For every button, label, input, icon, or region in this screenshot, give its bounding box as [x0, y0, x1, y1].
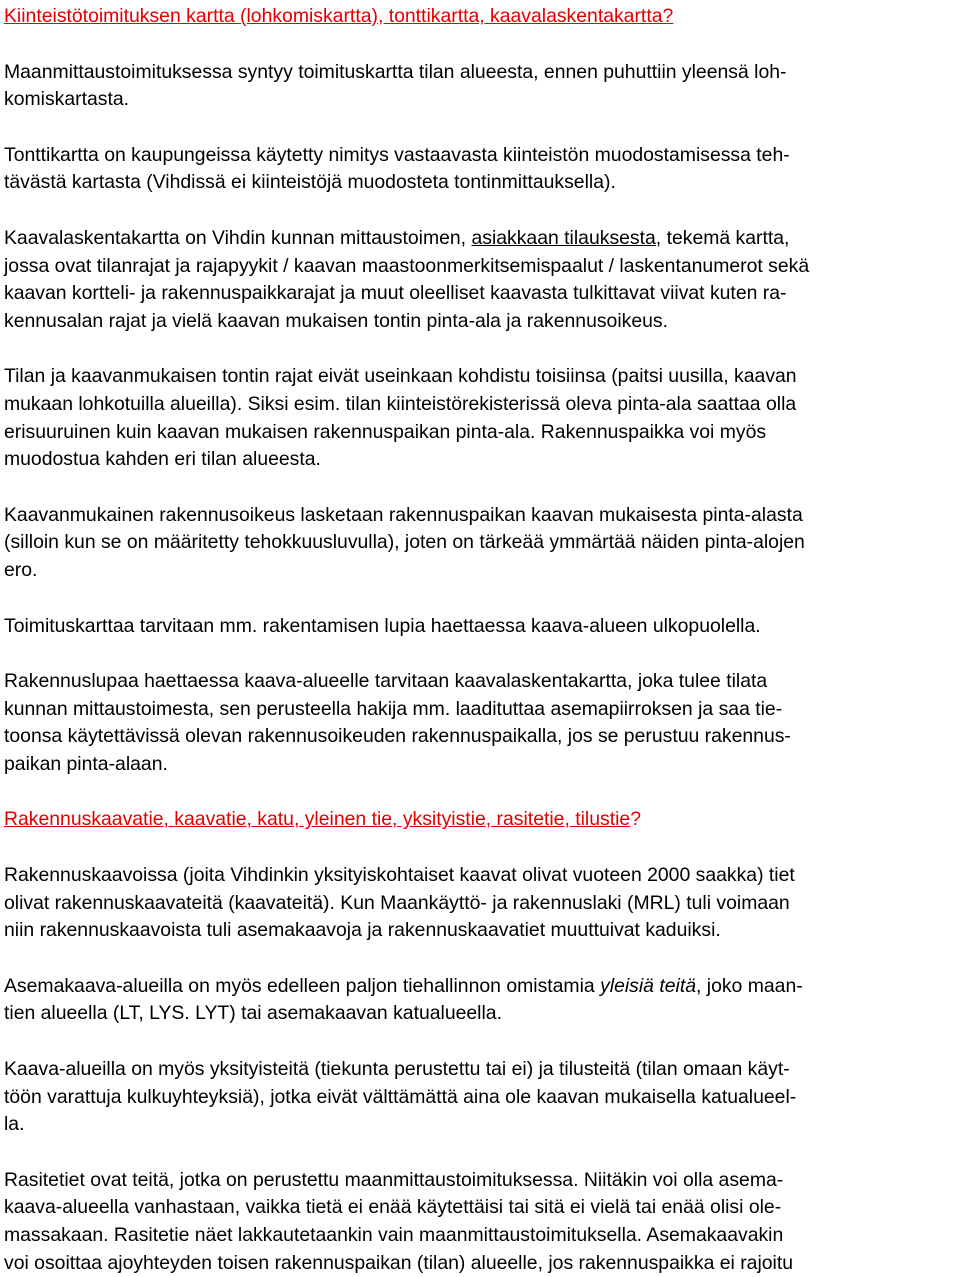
spacer: [4, 585, 956, 613]
text-line: Rasitetiet ovat teitä, jotka on perustettu maanmittaustoimituksessa. Niitäkin voi olla asema-: [4, 1168, 784, 1191]
text-line: Rakennuskaavoissa (joita Vihdinkin yksityiskohtaiset kaavat olivat vuoteen 2000 saakka) tiet: [4, 864, 795, 887]
text-line: tien alueella (LT, LYS. LYT) tai asemakaavan katualueella.: [4, 1002, 502, 1025]
link-asiakkaan-tilauksesta[interactable]: asiakkaan tilauksesta: [471, 226, 656, 249]
text-line: olivat rakennuskaavateitä (kaavateitä). Kun Maankäyttö- ja rakennuslaki (MRL) tuli voimaan: [4, 891, 790, 914]
paragraph-kaavalaskentakartta: [4, 225, 956, 335]
text-line: Toimituskarttaa tarvitaan mm. rakentamisen lupia haettaessa kaava-alueen ulkopuolella.: [4, 614, 761, 637]
text-line: [4, 225, 956, 253]
spacer: [4, 114, 956, 142]
spacer: [4, 1028, 956, 1056]
text-line: Tilan ja kaavanmukaisen tontin rajat eivät useinkaan kohdistu toisiinsa (paitsi uusilla, kaavan: [4, 365, 797, 388]
text-line: paikan pinta-alaan.: [4, 752, 168, 775]
paragraph-rakennuskaavoissa: [4, 862, 956, 945]
text-line: la.: [4, 1113, 25, 1136]
text-line: muodostua kahden eri tilan alueesta.: [4, 448, 321, 471]
spacer: [4, 945, 956, 973]
spacer: [4, 197, 956, 225]
spacer: [4, 778, 956, 806]
paragraph-yksityistiet: [4, 1056, 956, 1139]
text-line: töön varattuja kulkuyhteyksiä), jotka eivät välttämättä aina ole kaavan mukaisella katualueel-: [4, 1085, 797, 1108]
paragraph-rakennuslupa: [4, 668, 956, 778]
text-line: (silloin kun se on määritetty tehokkuusluvulla), joten on tärkeää ymmärtää näiden pinta-alojen: [4, 531, 805, 554]
text-segment: Asemakaava-alueilla on myös edelleen paljon tiehallinnon omistamia: [4, 974, 601, 997]
text-line: mukaan lohkotuilla alueilla). Siksi esim. tilan kiinteistörekisterissä oleva pinta-ala saattaa olla: [4, 392, 797, 415]
text-line: komiskartasta.: [4, 88, 129, 111]
text-line: massakaan. Rasitetie näet lakkautetaankin vain maanmittaustoimituksella. Asemakaavakin: [4, 1224, 784, 1246]
text-line: Rakennuslupaa haettaessa kaava-alueelle tarvitaan kaavalaskentakartta, joka tulee tilata: [4, 670, 768, 693]
text-segment: , joko maan-: [696, 974, 803, 997]
heading-link-kiinteistotoimitus[interactable]: Kiinteistötoimituksen kartta (lohkomiskartta), tonttikartta, kaavalaskentakartta?: [4, 5, 674, 27]
text-line: Tonttikartta on kaupungeissa käytetty nimitys vastaavasta kiinteistön muodostamisessa teh-: [4, 143, 790, 166]
text-line: tävästä kartasta (Vihdissä ei kiinteistöjä muodosteta tontinmittauksella).: [4, 171, 616, 194]
text-line: niin rakennuskaavoista tuli asemakaavoja ja rakennuskaavatiet muuttuivat kaduiksi.: [4, 919, 721, 942]
spacer: [4, 335, 956, 363]
spacer: [4, 31, 956, 59]
text-line: toonsa käytettävissä olevan rakennusoikeuden rakennuspaikalla, jos se perustuu rakennus-: [4, 725, 791, 748]
text-emphasis: yleisiä teitä: [600, 974, 696, 997]
paragraph-tilan-rajat: [4, 363, 956, 473]
text-line: Maanmittaustoimituksessa syntyy toimituskartta tilan alueesta, ennen puhuttiin yleensä loh-: [4, 60, 787, 83]
text-line: voi osoittaa ajoyhteyden toisen rakennuspaikan (tilan) alueelle, jos rakennuspaikka ei rajoitu: [4, 1251, 794, 1274]
text-line: Kaavanmukainen rakennusoikeus lasketaan rakennuspaikan kaavan mukaisesta pinta-alasta: [4, 503, 803, 526]
text-line: jossa ovat tilanrajat ja rajapyykit / kaavan maastoonmerkitsemispaalut / laskentanumerot sekä: [4, 254, 810, 277]
heading-link-rakennuskaavatie[interactable]: Rakennuskaavatie, kaavatie, katu, yleinen tie, yksityistie, rasitetie, tilustie: [4, 808, 631, 831]
paragraph-rakennusoikeus: [4, 502, 956, 585]
paragraph-toimituskarttaa-tarvitaan: [4, 613, 956, 641]
document-page: [4, 3, 956, 1277]
heading-suffix: ?: [630, 808, 641, 831]
text-segment: , tekemä kartta,: [655, 226, 790, 249]
heading-rakennuskaavatie: [4, 806, 956, 834]
text-line: [4, 973, 956, 1001]
spacer: [4, 640, 956, 668]
text-line: erisuuruinen kuin kaavan mukaisen rakennuspaikan pinta-ala. Rakennuspaikka voi myös: [4, 420, 767, 443]
text-line: kunnan mittaustoimesta, sen perusteella hakija mm. laadituttaa asemapiirroksen ja saa tie-: [4, 697, 783, 720]
paragraph-asemakaava-alueilla: [4, 973, 956, 1028]
text-line: kaavan kortteli- ja rakennuspaikkarajat ja muut oleelliset kaavasta tulkittavat viivat kuten ra-: [4, 282, 787, 305]
text-line: kaava-alueella vanhastaan, vaikka tietä ei enää käytettäisi tai sitä ei vielä tai enää olisi ole-: [4, 1196, 782, 1219]
paragraph-toimituskartta: [4, 59, 956, 114]
text-line: ero.: [4, 558, 38, 581]
spacer: [4, 474, 956, 502]
text-segment: Kaavalaskentakartta on Vihdin kunnan mittaustoimen,: [4, 226, 472, 249]
paragraph-tonttikartta: [4, 142, 956, 197]
spacer: [4, 834, 956, 862]
heading-kiinteistotoimitus: [4, 3, 956, 31]
text-line: kennusalan rajat ja vielä kaavan mukaisen tontin pinta-ala ja rakennusoikeus.: [4, 309, 668, 332]
text-line: Kaava-alueilla on myös yksityisteitä (tiekunta perustettu tai ei) ja tilusteitä (tilan omaan käyt-: [4, 1058, 790, 1081]
spacer: [4, 1139, 956, 1167]
